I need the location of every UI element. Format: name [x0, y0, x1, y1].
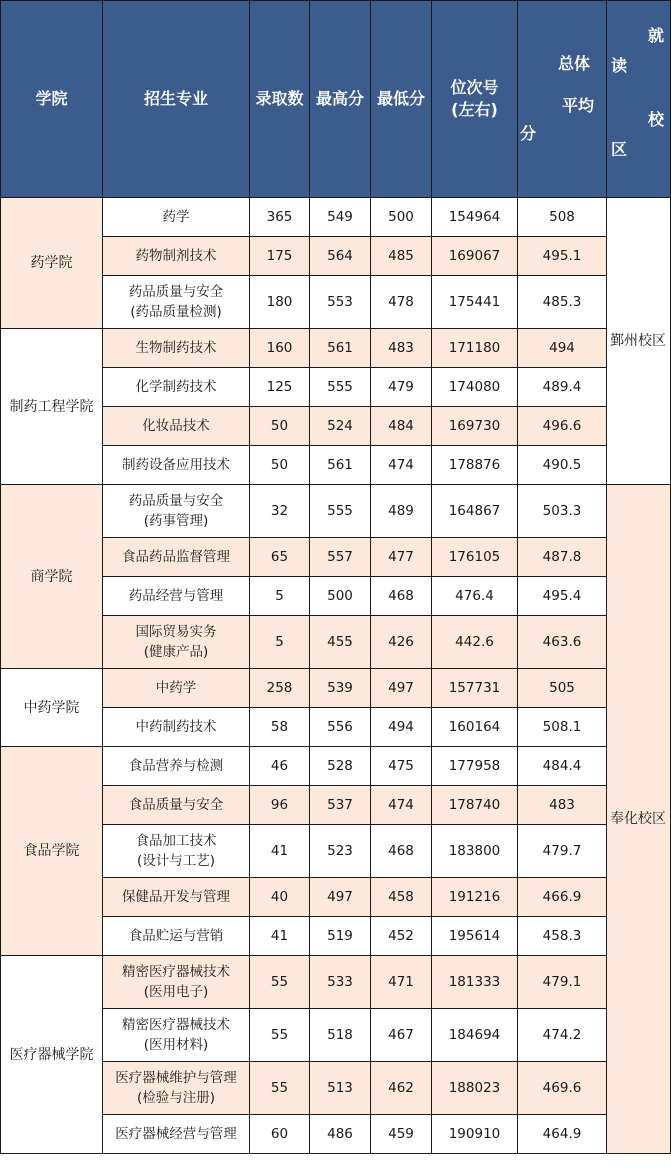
rank-cell: 195614 — [432, 917, 518, 956]
min-score-cell: 474 — [371, 786, 432, 825]
admitted-cell: 175 — [250, 237, 310, 276]
header-avg-line3: 分 — [520, 124, 537, 143]
major-line: 药品质量与安全 — [128, 284, 224, 300]
average-cell: 490.5 — [518, 446, 607, 485]
major-line: 药物制剂技术 — [135, 248, 217, 264]
min-score-cell: 478 — [371, 276, 432, 329]
major-line: 中药制药技术 — [135, 719, 217, 735]
admitted-cell: 50 — [250, 446, 310, 485]
rank-cell: 476.4 — [432, 577, 518, 616]
average-cell: 505 — [518, 669, 607, 708]
rank-cell: 442.6 — [432, 616, 518, 669]
average-cell: 463.6 — [518, 616, 607, 669]
max-score-cell: 539 — [310, 669, 371, 708]
major-cell — [103, 446, 250, 485]
major-line: 生物制药技术 — [135, 340, 217, 356]
admitted-cell: 40 — [250, 878, 310, 917]
min-score-cell: 494 — [371, 708, 432, 747]
average-cell: 483 — [518, 786, 607, 825]
header-min-score: 最低分 — [371, 1, 432, 198]
min-score-cell: 468 — [371, 577, 432, 616]
college-cell: 食品学院 — [1, 747, 103, 956]
college-cell: 制药工程学院 — [1, 329, 103, 485]
admitted-cell: 41 — [250, 825, 310, 878]
max-score-cell: 537 — [310, 786, 371, 825]
min-score-cell: 471 — [371, 956, 432, 1009]
major-cell — [103, 786, 250, 825]
average-cell: 474.2 — [518, 1009, 607, 1062]
min-score-cell: 459 — [371, 1115, 432, 1154]
major-cell — [103, 747, 250, 786]
header-campus — [607, 1, 671, 198]
admitted-cell: 5 — [250, 577, 310, 616]
major-cell — [103, 825, 250, 878]
major-line: 制药设备应用技术 — [122, 457, 230, 473]
major-cell — [103, 577, 250, 616]
major-cell — [103, 329, 250, 368]
rank-cell: 171180 — [432, 329, 518, 368]
college-cell: 中药学院 — [1, 669, 103, 747]
min-score-cell: 477 — [371, 538, 432, 577]
min-score-cell: 426 — [371, 616, 432, 669]
major-cell — [103, 1062, 250, 1115]
min-score-cell: 467 — [371, 1009, 432, 1062]
rank-cell: 169067 — [432, 237, 518, 276]
average-cell: 469.6 — [518, 1062, 607, 1115]
min-score-cell: 475 — [371, 747, 432, 786]
min-score-cell: 500 — [371, 198, 432, 237]
table-row — [1, 956, 671, 1009]
max-score-cell: 549 — [310, 198, 371, 237]
admitted-cell: 55 — [250, 1062, 310, 1115]
admitted-cell: 55 — [250, 956, 310, 1009]
major-line: 化学制药技术 — [135, 379, 217, 395]
major-line: (健康产品) — [143, 644, 209, 660]
average-cell: 458.3 — [518, 917, 607, 956]
rank-cell: 190910 — [432, 1115, 518, 1154]
major-line: (设计与工艺) — [136, 853, 216, 869]
rank-cell: 176105 — [432, 538, 518, 577]
major-line: (药品质量检测) — [130, 304, 222, 320]
min-score-cell: 489 — [371, 485, 432, 538]
campus-cell: 鄞州校区 — [607, 198, 671, 485]
major-line: (医用电子) — [143, 984, 209, 1000]
max-score-cell: 556 — [310, 708, 371, 747]
major-cell — [103, 917, 250, 956]
major-line: 保健品开发与管理 — [122, 889, 230, 905]
table-row — [1, 329, 671, 368]
max-score-cell: 561 — [310, 446, 371, 485]
major-line: 中药学 — [155, 680, 197, 696]
major-line: 药学 — [162, 209, 190, 225]
header-campus-line3: 校 — [647, 110, 664, 129]
max-score-cell: 523 — [310, 825, 371, 878]
admitted-cell: 50 — [250, 407, 310, 446]
major-line: 食品营养与检测 — [128, 758, 224, 774]
major-line: 化妆品技术 — [142, 418, 210, 434]
max-score-cell: 519 — [310, 917, 371, 956]
rank-cell: 174080 — [432, 368, 518, 407]
rank-cell: 160164 — [432, 708, 518, 747]
rank-cell: 164867 — [432, 485, 518, 538]
min-score-cell: 474 — [371, 446, 432, 485]
admitted-cell: 5 — [250, 616, 310, 669]
max-score-cell: 497 — [310, 878, 371, 917]
header-campus-line1: 就 — [647, 26, 664, 45]
admitted-cell: 180 — [250, 276, 310, 329]
header-average — [518, 1, 607, 198]
admitted-cell: 32 — [250, 485, 310, 538]
min-score-cell: 483 — [371, 329, 432, 368]
admitted-cell: 46 — [250, 747, 310, 786]
college-cell: 医疗器械学院 — [1, 956, 103, 1154]
max-score-cell: 555 — [310, 485, 371, 538]
major-line: 国际贸易实务 — [135, 624, 217, 640]
major-line: 食品加工技术 — [135, 833, 217, 849]
min-score-cell: 479 — [371, 368, 432, 407]
major-line: 食品药品监督管理 — [122, 549, 230, 565]
rank-cell: 177958 — [432, 747, 518, 786]
major-cell — [103, 237, 250, 276]
major-line: 医疗器械维护与管理 — [115, 1070, 237, 1086]
average-cell: 464.9 — [518, 1115, 607, 1154]
admitted-cell: 125 — [250, 368, 310, 407]
average-cell: 484.4 — [518, 747, 607, 786]
major-line: 药品质量与安全 — [128, 493, 224, 509]
major-cell — [103, 276, 250, 329]
major-cell — [103, 538, 250, 577]
rank-cell: 183800 — [432, 825, 518, 878]
average-cell: 485.3 — [518, 276, 607, 329]
admitted-cell: 41 — [250, 917, 310, 956]
major-cell — [103, 669, 250, 708]
average-cell: 489.4 — [518, 368, 607, 407]
max-score-cell: 513 — [310, 1062, 371, 1115]
average-cell: 479.1 — [518, 956, 607, 1009]
max-score-cell: 557 — [310, 538, 371, 577]
header-admitted: 录取数 — [250, 1, 310, 198]
major-cell — [103, 485, 250, 538]
min-score-cell: 484 — [371, 407, 432, 446]
major-cell — [103, 407, 250, 446]
min-score-cell: 468 — [371, 825, 432, 878]
header-major: 招生专业 — [103, 1, 250, 198]
major-cell — [103, 878, 250, 917]
table-row — [1, 198, 671, 237]
rank-cell: 169730 — [432, 407, 518, 446]
header-rank-line2: (左右) — [451, 100, 498, 119]
admitted-cell: 55 — [250, 1009, 310, 1062]
rank-cell: 178740 — [432, 786, 518, 825]
major-cell — [103, 1115, 250, 1154]
header-campus-line2: 读 — [611, 56, 628, 75]
average-cell: 495.4 — [518, 577, 607, 616]
average-cell: 508.1 — [518, 708, 607, 747]
rank-cell: 175441 — [432, 276, 518, 329]
college-cell: 商学院 — [1, 485, 103, 669]
campus-cell: 奉化校区 — [607, 485, 671, 1154]
max-score-cell: 455 — [310, 616, 371, 669]
average-cell: 508 — [518, 198, 607, 237]
major-line: 药品经营与管理 — [128, 588, 224, 604]
admitted-cell: 58 — [250, 708, 310, 747]
min-score-cell: 462 — [371, 1062, 432, 1115]
max-score-cell: 528 — [310, 747, 371, 786]
min-score-cell: 458 — [371, 878, 432, 917]
major-cell — [103, 616, 250, 669]
major-line: 医疗器械经营与管理 — [115, 1126, 237, 1142]
average-cell: 487.8 — [518, 538, 607, 577]
admitted-cell: 60 — [250, 1115, 310, 1154]
major-cell — [103, 708, 250, 747]
min-score-cell: 452 — [371, 917, 432, 956]
admitted-cell: 258 — [250, 669, 310, 708]
max-score-cell: 524 — [310, 407, 371, 446]
average-cell: 479.7 — [518, 825, 607, 878]
table-row — [1, 485, 671, 538]
table-body — [1, 198, 671, 1154]
header-avg-line2: 平均 — [561, 96, 594, 115]
header-avg-line1: 总体 — [557, 54, 590, 73]
average-cell: 503.3 — [518, 485, 607, 538]
rank-cell: 188023 — [432, 1062, 518, 1115]
header-rank — [432, 1, 518, 198]
header-max-score: 最高分 — [310, 1, 371, 198]
admitted-cell: 160 — [250, 329, 310, 368]
max-score-cell: 555 — [310, 368, 371, 407]
major-line: 食品质量与安全 — [128, 797, 224, 813]
average-cell: 495.1 — [518, 237, 607, 276]
major-line: 精密医疗器械技术 — [122, 964, 230, 980]
header-campus-line4: 区 — [611, 140, 628, 159]
rank-cell: 154964 — [432, 198, 518, 237]
major-line: (检验与注册) — [136, 1090, 216, 1106]
table-row — [1, 747, 671, 786]
average-cell: 496.6 — [518, 407, 607, 446]
average-cell: 494 — [518, 329, 607, 368]
major-cell — [103, 368, 250, 407]
max-score-cell: 533 — [310, 956, 371, 1009]
admitted-cell: 96 — [250, 786, 310, 825]
min-score-cell: 497 — [371, 669, 432, 708]
table-row — [1, 669, 671, 708]
max-score-cell: 500 — [310, 577, 371, 616]
admitted-cell: 65 — [250, 538, 310, 577]
major-line: (药事管理) — [143, 513, 209, 529]
max-score-cell: 553 — [310, 276, 371, 329]
max-score-cell: 561 — [310, 329, 371, 368]
rank-cell: 157731 — [432, 669, 518, 708]
max-score-cell: 486 — [310, 1115, 371, 1154]
major-cell — [103, 198, 250, 237]
header-college: 学院 — [1, 1, 103, 198]
major-line: 精密医疗器械技术 — [122, 1017, 230, 1033]
min-score-cell: 485 — [371, 237, 432, 276]
college-cell: 药学院 — [1, 198, 103, 329]
max-score-cell: 518 — [310, 1009, 371, 1062]
average-cell: 466.9 — [518, 878, 607, 917]
major-line: 食品贮运与营销 — [128, 928, 224, 944]
rank-cell: 178876 — [432, 446, 518, 485]
major-line: (医用材料) — [143, 1037, 209, 1053]
rank-cell: 181333 — [432, 956, 518, 1009]
rank-cell: 184694 — [432, 1009, 518, 1062]
max-score-cell: 564 — [310, 237, 371, 276]
major-cell — [103, 956, 250, 1009]
rank-cell: 191216 — [432, 878, 518, 917]
header-rank-line1: 位次号 — [450, 78, 499, 97]
table-header-row — [1, 1, 671, 198]
major-cell — [103, 1009, 250, 1062]
admitted-cell: 365 — [250, 198, 310, 237]
